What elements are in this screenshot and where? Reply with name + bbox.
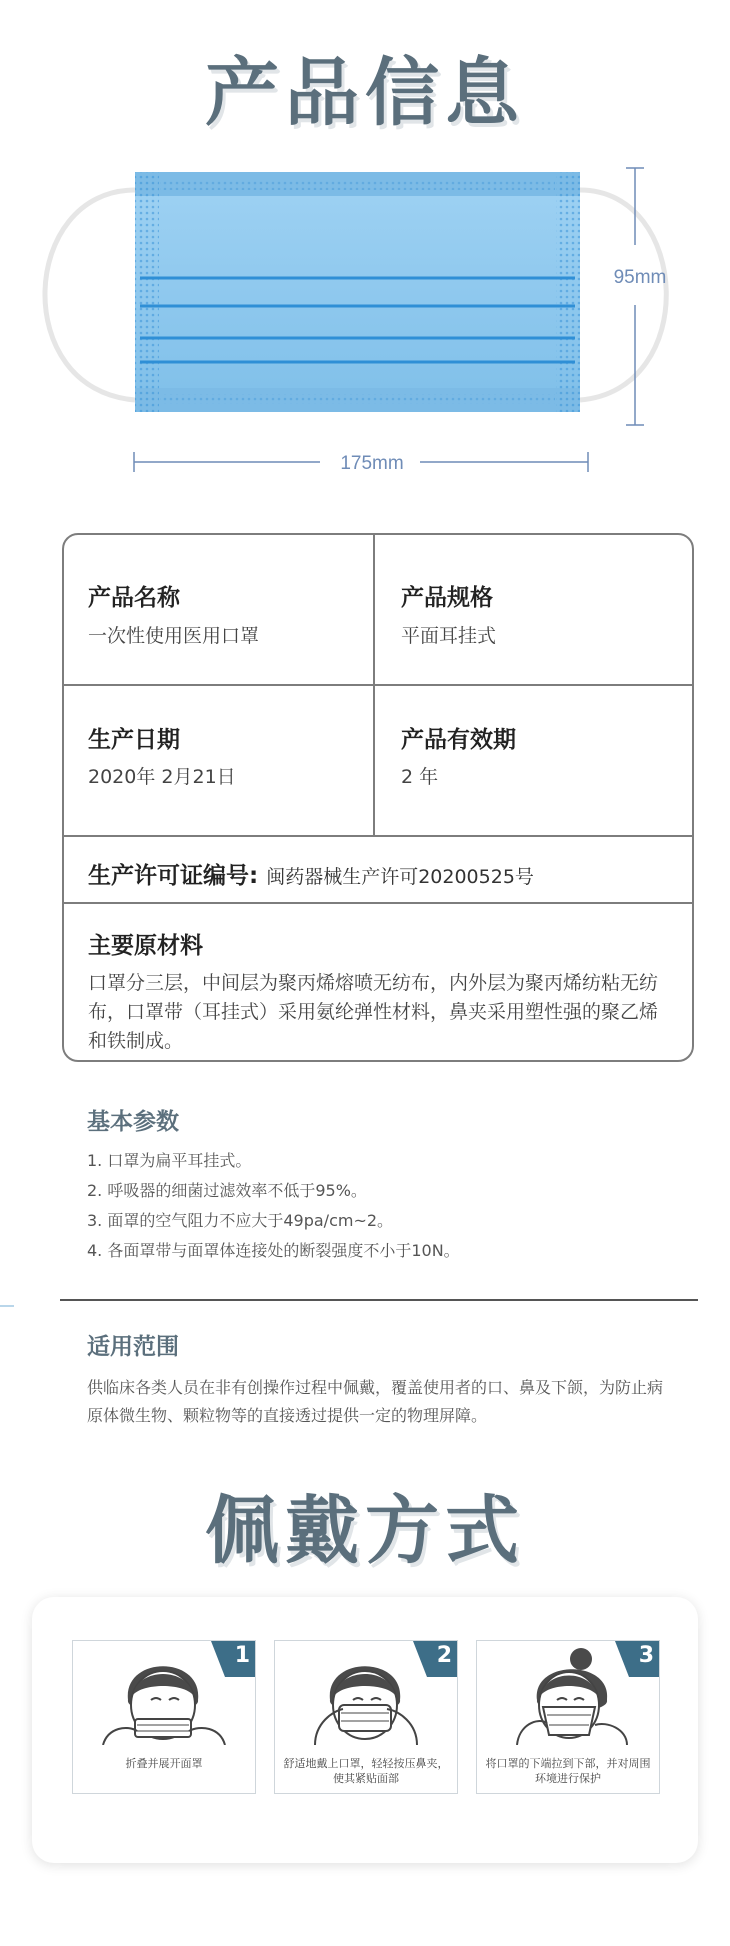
step-number: 1 xyxy=(234,1643,250,1668)
table-row-divider xyxy=(64,902,692,904)
width-dimension-label: 175mm xyxy=(340,453,404,474)
table-column-divider xyxy=(373,535,375,837)
materials-label: 主要原材料 xyxy=(88,933,203,959)
step-number-badge xyxy=(615,1641,659,1677)
section-divider xyxy=(60,1299,698,1301)
license-label: 生产许可证编号: xyxy=(88,863,259,889)
step-number: 2 xyxy=(436,1643,452,1668)
basic-param-item: 4. 各面罩带与面罩体连接处的断裂强度不小于10N。 xyxy=(87,1241,460,1260)
product-spec-label: 产品规格 xyxy=(401,585,493,611)
wearing-steps-panel xyxy=(32,1597,698,1863)
table-row-divider xyxy=(64,835,692,837)
step-caption: 舒适地戴上口罩，轻轻按压鼻夹，使其紧贴面部 xyxy=(283,1757,449,1785)
table-row-divider xyxy=(64,684,692,686)
step-card-2 xyxy=(274,1640,458,1794)
divider-accent xyxy=(0,1305,14,1307)
scope-title: 适用范围 xyxy=(87,1334,179,1360)
basic-params-title: 基本参数 xyxy=(87,1109,179,1135)
materials-text: 口罩分三层，中间层为聚丙烯熔喷无纺布，内外层为聚丙烯纺粘无纺布，口罩带（耳挂式）采用氨纶弹性材料，鼻夹采用塑性强的聚乙烯和铁制成。 xyxy=(88,972,659,1052)
validity-label: 产品有效期 xyxy=(401,727,516,753)
step-number-badge xyxy=(211,1641,255,1677)
product-name-value: 一次性使用医用口罩 xyxy=(88,625,260,647)
scope-text: 供临床各类人员在非有创操作过程中佩戴，覆盖使用者的口、鼻及下颌，为防止病原体微生物、颗粒物等的直接透过提供一定的物理屏障。 xyxy=(87,1378,664,1425)
step-number: 3 xyxy=(638,1643,654,1668)
product-info-title: 产品信息 xyxy=(205,50,525,136)
basic-param-item: 1. 口罩为扁平耳挂式。 xyxy=(87,1151,252,1170)
step-caption: 将口罩的下端拉到下部，并对周围环境进行保护 xyxy=(485,1757,651,1785)
step-card-1 xyxy=(72,1640,256,1794)
product-name-label: 产品名称 xyxy=(88,585,180,611)
step-caption: 折叠并展开面罩 xyxy=(125,1757,203,1770)
mask-illustration xyxy=(0,150,730,480)
height-dimension-label: 95mm xyxy=(613,267,667,288)
license-row xyxy=(88,857,534,890)
step-card-3 xyxy=(476,1640,660,1794)
production-date-label: 生产日期 xyxy=(88,727,180,753)
validity-value: 2 年 xyxy=(401,766,439,788)
basic-param-item: 3. 面罩的空气阻力不应大于49pa/cm~2。 xyxy=(87,1211,394,1230)
basic-param-item: 2. 呼吸器的细菌过滤效率不低于95%。 xyxy=(87,1181,367,1200)
license-value: 闽药器械生产许可20200525号 xyxy=(266,866,534,888)
wearing-method-title: 佩戴方式 xyxy=(205,1488,525,1574)
product-spec-value: 平面耳挂式 xyxy=(401,625,497,647)
step-number-badge xyxy=(413,1641,457,1677)
production-date-value: 2020年 2月21日 xyxy=(88,766,236,788)
product-info-table xyxy=(62,533,694,1062)
